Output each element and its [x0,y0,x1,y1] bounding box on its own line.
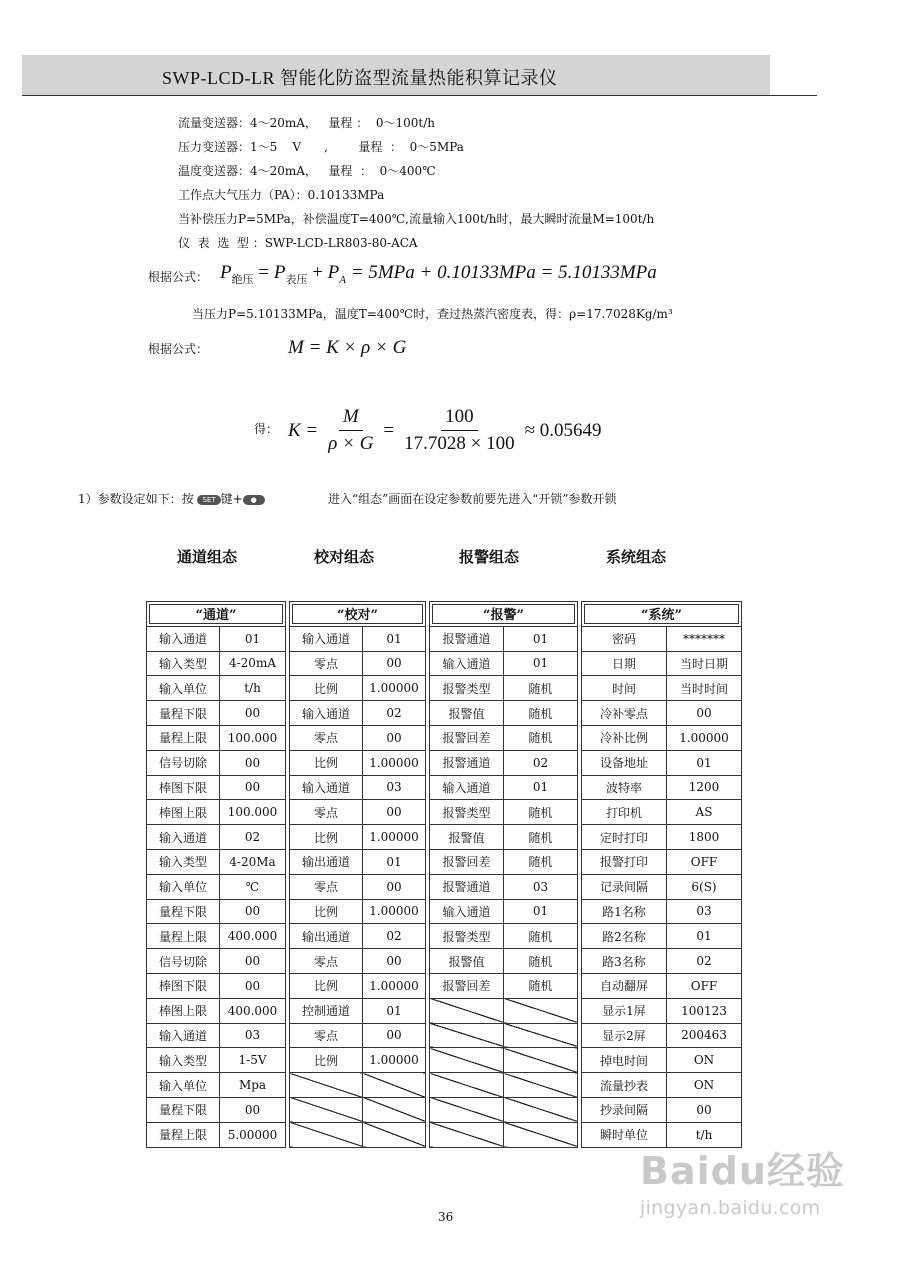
formula1-pa: P [327,262,340,283]
header-rule [22,95,817,96]
set-key-icon: SET [197,495,220,505]
channel-param-name: 输入类型 [147,1048,220,1073]
alarm-param-name: 报警值 [430,949,504,974]
table-row [147,775,742,800]
alarm-param-value: 随机 [504,825,578,850]
calibration-empty-cell [290,1122,363,1147]
group-title-calibration: 校对组态 [314,548,375,566]
group-title-system: 系统组态 [606,548,667,566]
channel-param-name: 棒图下限 [147,775,220,800]
calibration-param-name: 输出通道 [290,924,363,949]
calibration-empty-cell [290,1073,363,1098]
alarm-empty-cell [430,1023,504,1048]
system-param-name: 波特率 [582,775,667,800]
spec-atm-pressure: 工作点大气压力（PA）：0.10133MPa [178,188,385,202]
alarm-param-name: 报警通道 [430,750,504,775]
formula1-rhs: = 5MPa + 0.10133MPa = 5.10133MPa [346,262,657,283]
alarm-empty-cell [504,1122,578,1147]
formula2-label: 根据公式： [148,342,209,356]
formula1-p2: P [273,262,286,283]
step-instruction [78,490,265,507]
fraction-numeric [400,406,518,455]
calibration-param-value: 1.00000 [363,825,426,850]
alarm-param-value: 01 [504,626,578,651]
system-param-name: 路2名称 [582,924,667,949]
channel-param-name: 输入通道 [147,1023,220,1048]
channel-param-name: 输入通道 [147,825,220,850]
channel-param-name: 量程上限 [147,1122,220,1147]
calibration-param-value: 02 [363,701,426,726]
calibration-param-value: 01 [363,998,426,1023]
spec-temperature: 温度变送器：4～20mA， 量程 ： 0～400℃ [178,164,436,178]
step-text-mid: 键+ [220,492,243,506]
channel-param-value: 5.00000 [220,1122,286,1147]
channel-param-name: 量程下限 [147,899,220,924]
channel-param-value: 00 [220,1097,286,1122]
calibration-param-value: 01 [363,626,426,651]
system-param-value: OFF [667,973,742,998]
channel-param-name: 信号切除 [147,750,220,775]
dot-key-icon: ● [243,495,265,505]
channel-param-value: t/h [220,676,286,701]
calibration-param-name: 零点 [290,874,363,899]
channel-param-name: 输入通道 [147,626,220,651]
channel-param-value: Mpa [220,1073,286,1098]
system-param-value: ON [667,1048,742,1073]
alarm-param-name: 报警值 [430,825,504,850]
alarm-param-name: 报警类型 [430,800,504,825]
calibration-param-value: 00 [363,651,426,676]
alarm-param-value: 03 [504,874,578,899]
system-param-value: 02 [667,949,742,974]
calibration-param-name: 输入通道 [290,775,363,800]
table-row [147,949,742,974]
channel-param-value: 00 [220,949,286,974]
alarm-param-name: 报警回差 [430,725,504,750]
calibration-param-value: 00 [363,949,426,974]
alarm-empty-cell [504,1023,578,1048]
fraction-m-over-rho-g [324,406,377,455]
channel-param-name: 输入类型 [147,849,220,874]
channel-param-value: 02 [220,825,286,850]
system-param-value: 100123 [667,998,742,1023]
system-param-value: 200463 [667,1023,742,1048]
fraction2-denominator: 17.7028 × 100 [404,433,515,454]
channel-param-value: 4-20mA [220,651,286,676]
channel-param-name: 信号切除 [147,949,220,974]
system-param-name: 记录间隔 [582,874,667,899]
alarm-empty-cell [504,998,578,1023]
alarm-param-value: 随机 [504,800,578,825]
channel-param-name: 棒图上限 [147,800,220,825]
system-param-value: ******* [667,626,742,651]
result-eq: = [383,419,395,441]
calibration-param-value: 1.00000 [363,676,426,701]
system-param-value: 当时时间 [667,676,742,701]
system-param-name: 显示2屏 [582,1023,667,1048]
calibration-param-value: 03 [363,775,426,800]
spec-flow: 流量变送器：4～20mA， 量程 ： 0～100t/h [178,116,435,130]
calibration-param-name: 零点 [290,725,363,750]
formula-absolute-pressure [220,262,657,287]
table-row [147,924,742,949]
calibration-param-name: 输入通道 [290,701,363,726]
alarm-param-name: 报警值 [430,701,504,726]
system-param-name: 自动翻屏 [582,973,667,998]
system-param-name: 日期 [582,651,667,676]
table-row [147,1023,742,1048]
formula1-p: P [220,262,232,283]
formula-mass-flow: M = K × ρ × G [288,337,407,358]
channel-param-value: 00 [220,750,286,775]
alarm-param-value: 随机 [504,701,578,726]
table-row [147,874,742,899]
system-param-value: 01 [667,750,742,775]
formula1-eq: = [253,262,274,283]
system-param-value: 1.00000 [667,725,742,750]
alarm-param-name: 报警类型 [430,676,504,701]
channel-param-name: 棒图上限 [147,998,220,1023]
alarm-param-name: 报警回差 [430,849,504,874]
channel-param-name: 输入单位 [147,1073,220,1098]
table-header-channel: “通道” [147,602,286,627]
calibration-param-value: 00 [363,1023,426,1048]
watermark-url: jingyan.baidu.com [640,1197,821,1219]
alarm-empty-cell [504,1048,578,1073]
system-param-value: 1800 [667,825,742,850]
fraction1-denominator: ρ × G [328,433,374,454]
system-param-name: 流量抄表 [582,1073,667,1098]
table-row [147,651,742,676]
table-row [147,998,742,1023]
alarm-param-name: 输入通道 [430,775,504,800]
formula1-sub-abs: 绝压 [231,273,254,286]
system-param-value: 1200 [667,775,742,800]
alarm-empty-cell [504,1097,578,1122]
calibration-param-name: 零点 [290,949,363,974]
alarm-param-value: 随机 [504,676,578,701]
channel-param-name: 输入单位 [147,874,220,899]
alarm-param-value: 01 [504,775,578,800]
table-row [147,1048,742,1073]
calibration-empty-cell [363,1122,426,1147]
channel-param-value: 03 [220,1023,286,1048]
calibration-param-name: 比例 [290,676,363,701]
config-table-wrapper [146,601,742,1148]
table-row [147,800,742,825]
table-row [147,899,742,924]
alarm-param-name: 报警通道 [430,626,504,651]
table-row [147,849,742,874]
system-param-name: 打印机 [582,800,667,825]
alarm-empty-cell [430,998,504,1023]
group-title-channel: 通道组态 [177,548,238,566]
calibration-param-name: 比例 [290,750,363,775]
channel-param-name: 量程下限 [147,701,220,726]
system-param-name: 定时打印 [582,825,667,850]
channel-param-name: 量程上限 [147,924,220,949]
calibration-empty-cell [290,1097,363,1122]
step-instruction-tail: 进入“组态”画面在设定参数前要先进入“开锁”参数开锁 [328,492,617,506]
alarm-param-name: 报警通道 [430,874,504,899]
channel-param-name: 输入单位 [147,676,220,701]
channel-param-value: 400.000 [220,924,286,949]
alarm-param-value: 随机 [504,973,578,998]
system-param-value: 03 [667,899,742,924]
table-row [147,1097,742,1122]
calibration-param-value: 1.00000 [363,973,426,998]
calibration-param-name: 零点 [290,800,363,825]
channel-param-value: 100.000 [220,800,286,825]
spec-model: 仪 表 选 型 ：SWP-LCD-LR803-80-ACA [178,236,418,250]
result-label: 得： [254,422,279,436]
calibration-param-name: 比例 [290,899,363,924]
channel-param-value: 00 [220,973,286,998]
formula-k-result [288,406,602,455]
table-row [147,825,742,850]
alarm-empty-cell [430,1097,504,1122]
calibration-param-value: 1.00000 [363,899,426,924]
channel-param-value: 00 [220,775,286,800]
system-param-value: 01 [667,924,742,949]
calibration-param-name: 比例 [290,825,363,850]
system-param-value: 6(S) [667,874,742,899]
channel-param-value: 01 [220,626,286,651]
channel-param-value: 400.000 [220,998,286,1023]
calibration-param-name: 零点 [290,651,363,676]
system-param-value: 00 [667,1097,742,1122]
alarm-param-value: 随机 [504,849,578,874]
channel-param-value: 00 [220,899,286,924]
calibration-param-name: 控制通道 [290,998,363,1023]
calibration-param-name: 零点 [290,1023,363,1048]
channel-param-value: ℃ [220,874,286,899]
channel-param-value: 100.000 [220,725,286,750]
system-param-value: OFF [667,849,742,874]
alarm-param-value: 随机 [504,924,578,949]
calibration-param-value: 00 [363,874,426,899]
alarm-param-value: 随机 [504,949,578,974]
alarm-param-name: 报警回差 [430,973,504,998]
group-title-alarm: 报警组态 [459,548,520,566]
spec-pressure: 压力变送器：1～5 V , 量程 ： 0～5MPa [178,140,464,154]
calibration-param-name: 输入通道 [290,626,363,651]
calibration-param-value: 00 [363,800,426,825]
system-param-name: 报警打印 [582,849,667,874]
table-row [147,676,742,701]
calibration-empty-cell [363,1073,426,1098]
system-param-name: 瞬时单位 [582,1122,667,1147]
table-row [147,701,742,726]
system-param-name: 冷补比例 [582,725,667,750]
alarm-empty-cell [430,1073,504,1098]
calibration-param-name: 比例 [290,1048,363,1073]
formula1-sub-gauge: 表压 [285,273,308,286]
watermark [640,1140,845,1219]
alarm-param-value: 02 [504,750,578,775]
alarm-empty-cell [504,1073,578,1098]
calibration-param-name: 输出通道 [290,849,363,874]
formula1-label: 根据公式： [148,270,209,284]
alarm-param-name: 输入通道 [430,899,504,924]
system-param-name: 路3名称 [582,949,667,974]
system-param-name: 掉电时间 [582,1048,667,1073]
alarm-empty-cell [430,1122,504,1147]
table-header-system: “系统” [582,602,742,627]
calibration-param-value: 02 [363,924,426,949]
channel-param-value: 4-20Ma [220,849,286,874]
system-param-value: ON [667,1073,742,1098]
alarm-param-name: 输入通道 [430,651,504,676]
channel-param-value: 1-5V [220,1048,286,1073]
system-param-name: 设备地址 [582,750,667,775]
page-number: 36 [438,1210,454,1224]
table-header-alarm: “报警” [430,602,578,627]
step-text-before: 1）参数设定如下：按 [78,492,198,506]
alarm-param-value: 01 [504,651,578,676]
system-param-name: 冷补零点 [582,701,667,726]
calibration-param-value: 1.00000 [363,1048,426,1073]
formula1-sub-a: A [339,273,346,286]
table-row [147,973,742,998]
formula1-plus: + [307,262,328,283]
calibration-param-value: 01 [363,849,426,874]
alarm-empty-cell [430,1048,504,1073]
calibration-param-name: 比例 [290,973,363,998]
fraction2-numerator: 100 [441,406,478,431]
result-lhs: K = [288,419,319,441]
config-table [146,601,742,1148]
channel-param-value: 00 [220,701,286,726]
alarm-param-name: 报警类型 [430,924,504,949]
table-header-calibration: “校对” [290,602,426,627]
channel-param-name: 输入类型 [147,651,220,676]
system-param-name: 抄录间隔 [582,1097,667,1122]
system-param-value: t/h [667,1122,742,1147]
system-param-name: 路1名称 [582,899,667,924]
system-param-value: 当时日期 [667,651,742,676]
density-note: 当压力P=5.10133MPa，温度T=400℃时，查过热蒸汽密度表，得：ρ=17.7028Kg/m³ [192,307,673,321]
channel-param-name: 棒图下限 [147,973,220,998]
channel-param-name: 量程上限 [147,725,220,750]
calibration-empty-cell [363,1097,426,1122]
table-row [147,750,742,775]
system-param-value: AS [667,800,742,825]
fraction1-numerator: M [339,406,363,431]
watermark-logo: Baidu经验 [640,1149,845,1193]
table-row [147,725,742,750]
calibration-param-value: 1.00000 [363,750,426,775]
alarm-param-value: 随机 [504,725,578,750]
system-param-name: 显示1屏 [582,998,667,1023]
system-param-name: 密码 [582,626,667,651]
calibration-param-value: 00 [363,725,426,750]
system-param-name: 时间 [582,676,667,701]
system-param-value: 00 [667,701,742,726]
result-approx: ≈ 0.05649 [524,419,602,441]
document-title: SWP-LCD-LR 智能化防盗型流量热能积算记录仪 [162,68,558,88]
spec-compensation: 当补偿压力P=5MPa，补偿温度T=400℃,流量输入100t/h时，最大瞬时流量M=100t/h [178,212,655,226]
table-row [147,1073,742,1098]
table-row [147,626,742,651]
channel-param-name: 量程下限 [147,1097,220,1122]
alarm-param-value: 01 [504,899,578,924]
